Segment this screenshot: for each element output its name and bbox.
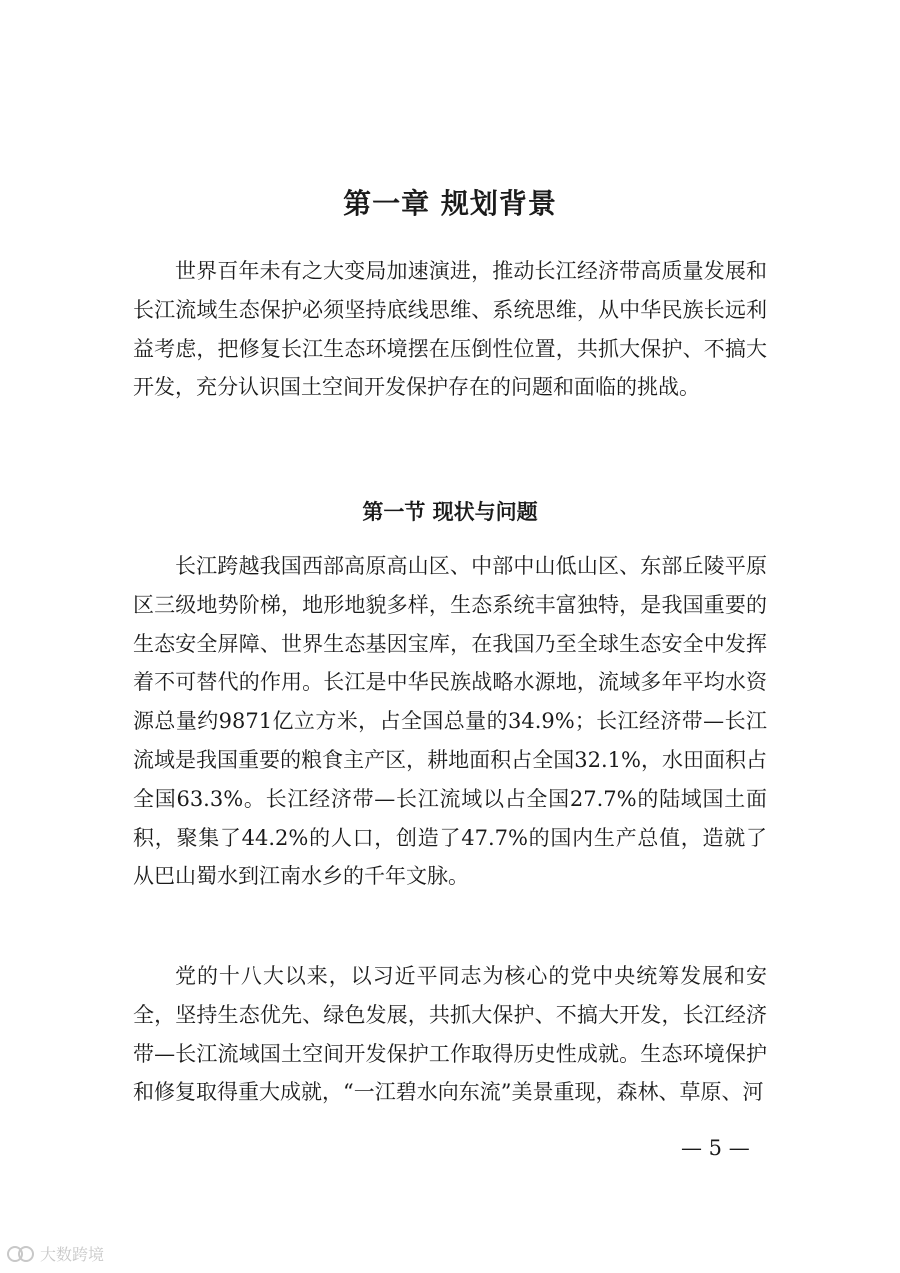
chapter-title: 第一章 规划背景 [343,187,557,220]
watermark [6,1242,104,1265]
section-title: 第一节 现状与问题 [362,500,538,524]
paragraph-status: 长江跨越我国西部高原高山区、中部中山低山区、东部丘陵平原区三级地势阶梯，地形地貌多样，生态系统丰富独特，是我国重要的生态安全屏障、世界生态基因宝库，在我国乃至全球生态安全中发挥着不可替代的作用。长江是中华民族战略水源地，流域多年平均水资源总量约9871亿立方米，占全国总量的34.9%；长江经济带—长江流域是我国重要的粮食主产区，耕地面积占全国32.1%，水田面积占全国63.3%。长江经济带—长江流域以占全国27.7%的陆域国土面积，聚集了44.2%的人口，创造了47.7%的国内生产总值，造就了从巴山蜀水到江南水乡的千年文脉。 [133,554,767,889]
brand-logo-icon [6,1245,36,1263]
paragraph-achievements: 党的十八大以来，以习近平同志为核心的党中央统筹发展和安全，坚持生态优先、绿色发展，共抓大保护、不搞大开发，长江经济带—长江流域国土空间开发保护工作取得历史性成就。生态环境保护和修复取得重大成就，“一江碧水向东流”美景重现，森林、草原、河 [133,964,767,1105]
page-number: — 5 — [681,1136,750,1160]
paragraph-intro: 世界百年未有之大变局加速演进，推动长江经济带高质量发展和长江流域生态保护必须坚持底线思维、系统思维，从中华民族长远利益考虑，把修复长江生态环境摆在压倒性位置，共抓大保护、不搞大开发，充分认识国土空间开发保护存在的问题和面临的挑战。 [133,259,767,400]
watermark-text: 大数跨境 [40,1245,105,1264]
